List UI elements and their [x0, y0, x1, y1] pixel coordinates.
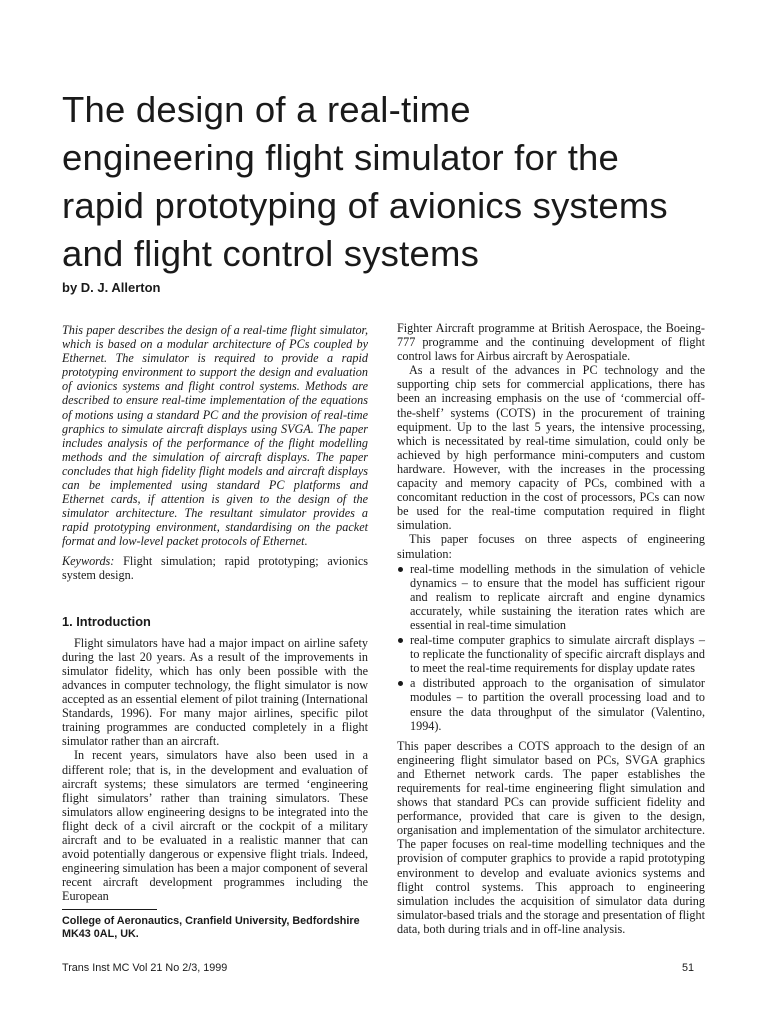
footnote-divider	[62, 909, 157, 910]
list-item-text: a distributed approach to the organisation of simulator modules – to partition the overall processing load and to ensure the data throughput of the simulator (Valentino, 1994).	[410, 676, 705, 733]
title-line: and flight control systems	[62, 233, 480, 274]
bullet-icon	[398, 638, 403, 643]
aspects-list	[397, 562, 705, 733]
section-heading-introduction: 1. Introduction	[62, 613, 151, 629]
abstract: This paper describes the design of a real-time flight simulator, which is based on a modular architecture of PCs coupled by Ethernet. The simulator is required to provide a rapid prototyping environment to support the design and evaluation of avionics systems and flight control systems. Methods are described to ensure real-time implementation of the equations of motions using a standard PC and the provision of real-time graphics to simulate aircraft displays using SVGA. The paper includes analysis of the performance of the flight modelling methods and the simulation of aircraft displays. The paper concludes that high fidelity flight models and aircraft displays can be implemented using standard PC platforms and Ethernet cards, if attention is given to the design of the simulator architecture. The resultant simulator provides a rapid prototyping environment, standardising on the packet format and low-level packet protocols of Ethernet.	[62, 323, 368, 549]
cots-paragraph: This paper describes a COTS approach to the design of an engineering flight simulator based on PCs, SVGA graphics and Ethernet network cards. The paper establishes the requirements for real-time engineering flight simulation and shows that standard PCs can provide sufficient fidelity and performance, provided that care is given to the design, organisation and implementation of the simulator architecture. The paper focuses on real-time modelling techniques and the provision of computer graphics to provide a rapid prototyping environment to develop and evaluate avionics systems and flight control systems. This approach to engineering simulation includes the acquisition of simulator data during simulator-based trials and the storage and presentation of flight data, both during trials and in off-line analysis.	[397, 738, 705, 936]
focus-paragraph: This paper focuses on three aspects of engineering simulation:	[397, 532, 705, 561]
list-item	[397, 676, 705, 732]
paper-title	[62, 86, 742, 278]
bullet-icon	[398, 567, 403, 572]
keywords-text: Flight simulation; rapid prototyping; avionics system design.	[62, 553, 368, 582]
list-item-text: real-time computer graphics to simulate aircraft displays – to replicate the functionality of specific aircraft displays and to meet the real-time requirements for display update rates	[410, 633, 705, 676]
left-column	[62, 323, 368, 903]
list-item	[397, 633, 705, 675]
title-line: rapid prototyping of avionics systems	[62, 185, 668, 226]
continuation-paragraph: Fighter Aircraft programme at British Aerospace, the Boeing-777 programme and the continuing development of flight control laws for Airbus aircraft by Aerospatiale.	[397, 321, 705, 364]
intro-paragraph: Flight simulators have had a major impact on airline safety during the last 20 years. As a result of the improvements in simulator fidelity, which has only been possible with the advances in computer technology, the flight simulator is now accepted as an essential element of pilot training (International Standards, 1996). For many major airlines, specific pilot training programmes are conducted completely in a flight simulator rather than an aircraft.	[62, 635, 368, 749]
list-item	[397, 562, 705, 632]
right-column	[397, 321, 705, 936]
keywords-label: Keywords:	[62, 553, 115, 568]
list-item-text: real-time modelling methods in the simulation of vehicle dynamics – to ensure that the model has sufficient rigour and realism to replicate aircraft and engine dynamics accurately, while sustaining the iteration rates which are essential in real-time simulation	[410, 561, 705, 632]
author-byline: by D. J. Allerton	[62, 280, 161, 295]
intro-paragraph: In recent years, simulators have also been used in a different role; that is, in the development and evaluation of aircraft systems; these simulators are termed ‘engineering flight simulators’ rather than training simulators. These simulators allow engineering designs to be integrated into the flight deck of a civil aircraft or the cockpit of a military aircraft and to be evaluated in a realistic manner that can avoid potentially dangerous or expensive flight trials. Indeed, engineering simulation has been a major component of several recent aircraft development programmes including the European	[62, 748, 368, 904]
bullet-icon	[398, 681, 403, 686]
keywords	[62, 554, 368, 582]
page-number: 51	[682, 962, 695, 974]
pc-technology-paragraph: As a result of the advances in PC technology and the supporting chip sets for commercial applications, there has been an increasing emphasis on the use of ‘commercial off-the-shelf’ systems (COTS) in the procurement of training equipment. Up to the last 5 years, the intensive processing, which is necessitated by real-time simulation, could only be achieved by high performance mini-computers and custom hardware. However, with the increases in the processing capacity and memory capacity of PCs, combined with a concomitant reduction in the cost of processors, PCs can now be used for the real-time computation required in flight simulation.	[397, 363, 705, 533]
title-line: engineering flight simulator for the	[62, 137, 620, 178]
author-affiliation: College of Aeronautics, Cranfield University, Bedfordshire MK43 0AL, UK.	[62, 915, 360, 940]
title-line: The design of a real-time	[62, 89, 471, 130]
journal-citation: Trans Inst MC Vol 21 No 2/3, 1999	[62, 962, 228, 974]
